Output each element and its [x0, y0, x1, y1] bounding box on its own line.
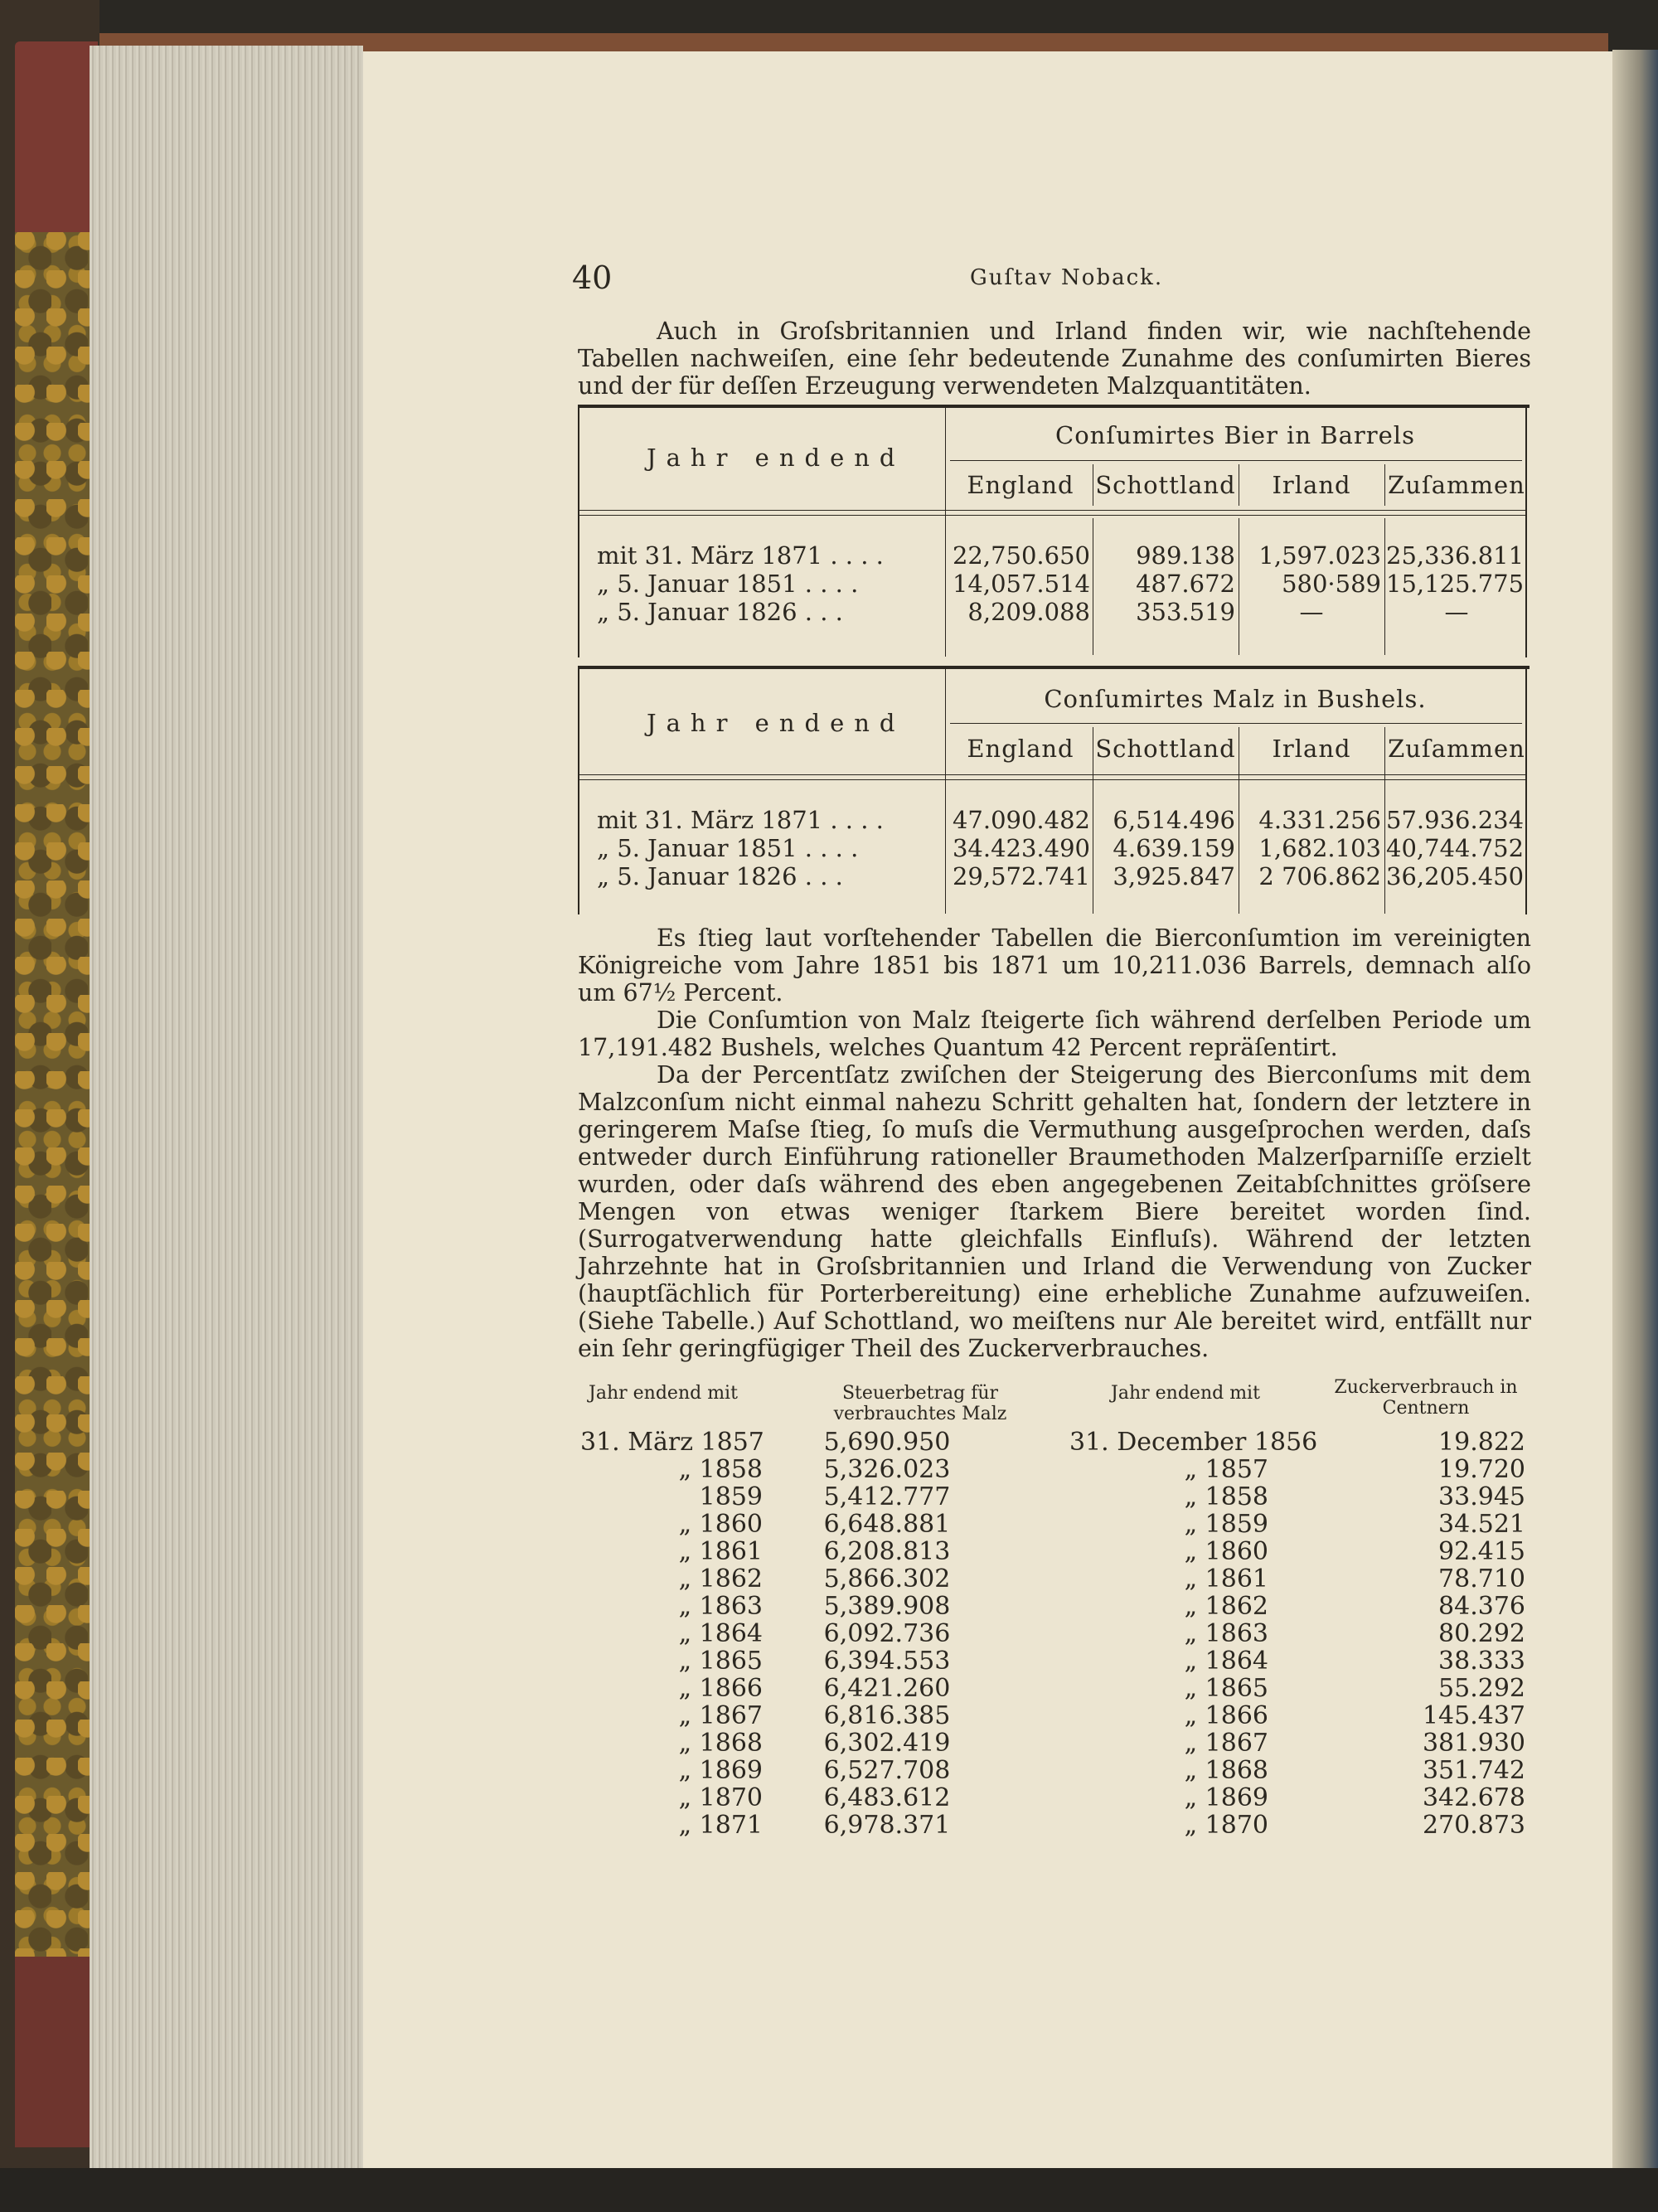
- table-malt-cell: 57.936.234: [1386, 806, 1525, 834]
- table-beer-cell: 1,597.023: [1258, 541, 1381, 570]
- right-edge: [1612, 50, 1658, 2172]
- table-beer-group-header: Conſumirtes Bier in Barrels: [1055, 421, 1415, 449]
- table-beer-cell: 580·589: [1282, 570, 1381, 598]
- table-malt-right-rule: [1525, 666, 1527, 914]
- table-beer-cell: 14,057.514: [952, 570, 1090, 598]
- lower-col-sugar: [1326, 1429, 1525, 1839]
- lower-table-cell: 34.521: [1438, 1510, 1525, 1539]
- table-beer-vsep: [1384, 464, 1385, 506]
- lower-table-cell: „ 1858: [678, 1455, 763, 1484]
- table-beer-left-rule: [578, 405, 579, 657]
- table-malt-cell: 40,744.752: [1386, 834, 1525, 862]
- lower-table-cell: 6,092.736: [823, 1619, 951, 1648]
- table-beer-sub-rule: [950, 460, 1522, 461]
- lower-table-cell: „ 1859: [1184, 1510, 1268, 1539]
- table-beer-top-rule: [578, 405, 1530, 408]
- lower-table-cell: 145.437: [1422, 1701, 1525, 1730]
- lower-table-cell: „ 1862: [678, 1564, 763, 1594]
- table-malt-row-label: mit 31. März 1871 . . . .: [597, 806, 884, 834]
- lower-table-cell: „ 1869: [1184, 1783, 1268, 1812]
- lower-table-cell: 55.292: [1438, 1674, 1525, 1703]
- table-malt-head-rule-2: [579, 779, 1525, 780]
- lower-table-cell: „ 1867: [678, 1701, 763, 1730]
- table-malt-cell: 2 706.862: [1258, 862, 1381, 890]
- running-head: Guſtav Noback.: [970, 265, 1164, 290]
- lower-table-cell: „ 1860: [1184, 1537, 1268, 1566]
- table-malt-cell: 29,572.741: [952, 862, 1090, 890]
- lower-col-sugar-header: Zuckerverbrauch in Centnern: [1334, 1377, 1518, 1419]
- lower-table-cell: 19.720: [1438, 1455, 1525, 1484]
- lower-table-cell: „ 1868: [1184, 1756, 1268, 1785]
- lower-table-cell: „ 1860: [678, 1510, 763, 1539]
- lower-table-cell: 342.678: [1422, 1783, 1525, 1812]
- lower-table-cell: 5,866.302: [823, 1564, 951, 1594]
- paragraph-beer-increase: Es ſtieg laut vorſtehender Tabellen die Bierconſumtion im vereinigten Königreiche vom Jahre 1851 bis 1871 um 10,211.036 Barrels, demnach alſo um 67½ Percent.: [578, 924, 1531, 1007]
- table-beer-col-irland: Irland: [1272, 471, 1351, 499]
- lower-table-cell: „ 1870: [678, 1783, 763, 1812]
- table-malt-col-zusammen: Zuſammen: [1388, 735, 1525, 763]
- lower-table-cell: 351.742: [1422, 1756, 1525, 1785]
- lower-table-cell: 5,690.950: [823, 1428, 951, 1457]
- lower-table-cell: „ 1865: [678, 1647, 763, 1676]
- table-malt-group-header: Conſumirtes Malz in Bushels.: [1044, 685, 1427, 713]
- paragraph-explanation: Da der Percentſatz zwiſchen der Steigerung des Bierconſums mit dem Malzconſum nicht einmal nahezu Schritt gehalten hat, ſondern der letztere in geringerem Maſse ſtieg, ſo muſs die Vermuthung ausgeſprochen werden, daſs entweder durch Einführung rationeller Braumethoden Malzerſparniſſe erzielt wurden, oder daſs während des eben angegebenen Zeitabſchnittes gröſsere Mengen von etwas weniger ſtarkem Biere bereitet worden ſind. (Surrogatverwendung hatte gleichfalls Einfluſs). Während der letzten Jahrzehnte hat in Groſsbritannien und Irland die Verwendung von Zucker (hauptſächlich für Porterbereitung) eine erhebliche Zunahme aufzuweiſen. (Siehe Tabelle.) Auf Schottland, wo meiſtens nur Ale bereitet wird, entfällt nur ein ſehr geringfügiger Theil des Zuckerverbrauches.: [578, 1061, 1531, 1362]
- lower-table-cell: 6,394.553: [823, 1647, 951, 1676]
- page-number: 40: [572, 260, 613, 296]
- lower-col-year2: [1069, 1428, 1318, 1840]
- table-malt-sub-rule: [950, 723, 1522, 724]
- lower-table-cell: 33.945: [1438, 1482, 1525, 1511]
- table-malt-head-rule-1: [579, 774, 1525, 775]
- lower-col-year-header: Jahr endend mit: [589, 1383, 738, 1404]
- lower-table-cell: „ 1870: [1184, 1811, 1268, 1840]
- lower-table-cell: „ 1867: [1184, 1729, 1268, 1758]
- lower-table-cell: 5,326.023: [823, 1455, 951, 1484]
- lower-table-cell: 38.333: [1438, 1647, 1525, 1676]
- lower-table-cell: 6,483.612: [823, 1783, 951, 1812]
- table-malt-cell: 1,682.103: [1258, 834, 1381, 862]
- table-beer-cell: —: [1444, 598, 1469, 626]
- table-malt-year-header: Jahr endend: [647, 709, 905, 737]
- lower-table-cell: 31. März 1857: [580, 1428, 764, 1457]
- lower-table-cell: 6,302.419: [823, 1729, 951, 1758]
- table-beer-row-label: „ 5. Januar 1851 . . . .: [597, 570, 859, 598]
- lower-table-cell: 92.415: [1438, 1537, 1525, 1566]
- lower-table-cell: „ 1866: [1184, 1701, 1268, 1730]
- table-malt-row-label: „ 5. Januar 1826 . . .: [597, 862, 843, 890]
- table-malt-cell: 3,925.847: [1113, 862, 1235, 890]
- lower-table-cell: „ 1868: [678, 1729, 763, 1758]
- lower-table-cell: 270.873: [1422, 1811, 1525, 1840]
- lower-table-cell: „ 1869: [678, 1756, 763, 1785]
- lower-col-malt-tax-header: Steuerbetrag für verbrauchtes Malz: [833, 1383, 1007, 1424]
- lower-col-year2-header: Jahr endend mit: [1111, 1383, 1260, 1404]
- lower-table-cell: 381.930: [1422, 1729, 1525, 1758]
- table-malt-cell: 47.090.482: [952, 806, 1090, 834]
- lower-table-cell: „ 1865: [1184, 1674, 1268, 1703]
- lower-table-cell: 6,648.881: [823, 1510, 951, 1539]
- table-beer-col-england: England: [967, 471, 1074, 499]
- table-beer-cell: 353.519: [1136, 598, 1235, 626]
- lower-table-cell: „ 1861: [1184, 1564, 1268, 1594]
- table-beer-cell: 22,750.650: [952, 541, 1090, 570]
- lower-table-cell: 5,412.777: [823, 1482, 951, 1511]
- table-beer-row-label: „ 5. Januar 1826 . . .: [597, 598, 843, 626]
- lower-col-malt-tax: [788, 1429, 987, 1839]
- lower-table-cell: „ 1862: [1184, 1592, 1268, 1621]
- lower-table-cell: 5,389.908: [823, 1592, 951, 1621]
- table-malt-row-label: „ 5. Januar 1851 . . . .: [597, 834, 859, 862]
- lower-table-cell: „ 1866: [678, 1674, 763, 1703]
- marbled-cover: [15, 232, 98, 1957]
- lower-table-cell: 19.822: [1438, 1428, 1525, 1457]
- table-beer-cell: 8,209.088: [967, 598, 1090, 626]
- lower-table-cell: „ 1857: [1184, 1455, 1268, 1484]
- table-malt-left-rule: [578, 666, 579, 914]
- lower-table-cell: 1859: [699, 1482, 763, 1511]
- lower-table-cell: 6,421.260: [823, 1674, 951, 1703]
- lower-table-cell: „ 1861: [678, 1537, 763, 1566]
- lower-table-cell: 84.376: [1438, 1592, 1525, 1621]
- table-malt-top-rule: [578, 666, 1530, 669]
- table-malt-cell: 4.331.256: [1258, 806, 1381, 834]
- table-malt-cell: 34.423.490: [952, 834, 1090, 862]
- table-beer-vsep: [1384, 518, 1385, 655]
- lower-table-cell: „ 1863: [678, 1592, 763, 1621]
- table-malt-cell: 4.639.159: [1113, 834, 1235, 862]
- table-beer-cell: —: [1299, 598, 1324, 626]
- table-malt-cell: 36,205.450: [1386, 862, 1525, 890]
- lower-table-cell: 6,527.708: [823, 1756, 951, 1785]
- lower-table-cell: „ 1864: [678, 1619, 763, 1648]
- bottom-shadow: [0, 2168, 1658, 2212]
- paragraph-malt-increase: Die Conſumtion von Malz ſteigerte ſich während derſelben Periode um 17,191.482 Bushels, welches Quantum 42 Percent repräſentirt.: [578, 1007, 1531, 1061]
- lower-table-cell: „ 1858: [1184, 1482, 1268, 1511]
- table-beer-cell: 15,125.775: [1386, 570, 1525, 598]
- binding-corner-bottom: [15, 1957, 98, 2147]
- binding-corner-top: [15, 41, 98, 232]
- table-malt-col-england: England: [967, 735, 1074, 763]
- table-beer-head-rule-1: [579, 510, 1525, 511]
- table-beer-year-header: Jahr endend: [647, 444, 905, 472]
- lower-table-cell: 6,978.371: [823, 1811, 951, 1840]
- lower-col-year: [580, 1429, 763, 1839]
- table-malt-col-irland: Irland: [1272, 735, 1351, 763]
- lower-table-cell: „ 1863: [1184, 1619, 1268, 1648]
- lower-table-cell: 6,816.385: [823, 1701, 951, 1730]
- lower-table-cell: „ 1864: [1184, 1647, 1268, 1676]
- table-malt-col-schottland: Schottland: [1095, 735, 1236, 763]
- table-malt-vsep: [1384, 727, 1385, 914]
- table-beer-cell: 989.138: [1136, 541, 1235, 570]
- lower-table-cell: 6,208.813: [823, 1537, 951, 1566]
- table-beer-cell: 25,336.811: [1386, 541, 1525, 570]
- table-beer-row-label: mit 31. März 1871 . . . .: [597, 541, 884, 570]
- table-beer-head-rule-2: [579, 515, 1525, 516]
- lower-table-cell: „ 1871: [678, 1811, 763, 1840]
- lower-table-cell: 78.710: [1438, 1564, 1525, 1594]
- lower-table-cell: 31. December 1856: [1069, 1428, 1318, 1457]
- table-beer-col-schottland: Schottland: [1095, 471, 1236, 499]
- page-edges: [90, 46, 363, 2168]
- lower-table-cell: 80.292: [1438, 1619, 1525, 1648]
- table-beer-col-zusammen: Zuſammen: [1388, 471, 1525, 499]
- intro-paragraph: Auch in Groſsbritannien und Irland finden wir, wie nachſtehende Tabellen nachweiſen, eine ſehr bedeutende Zunahme des conſumirten Bieres und der für deſſen Erzeugung verwendeten Malzquantitäten.: [578, 318, 1531, 400]
- table-malt-cell: 6,514.496: [1113, 806, 1235, 834]
- table-beer-cell: 487.672: [1136, 570, 1235, 598]
